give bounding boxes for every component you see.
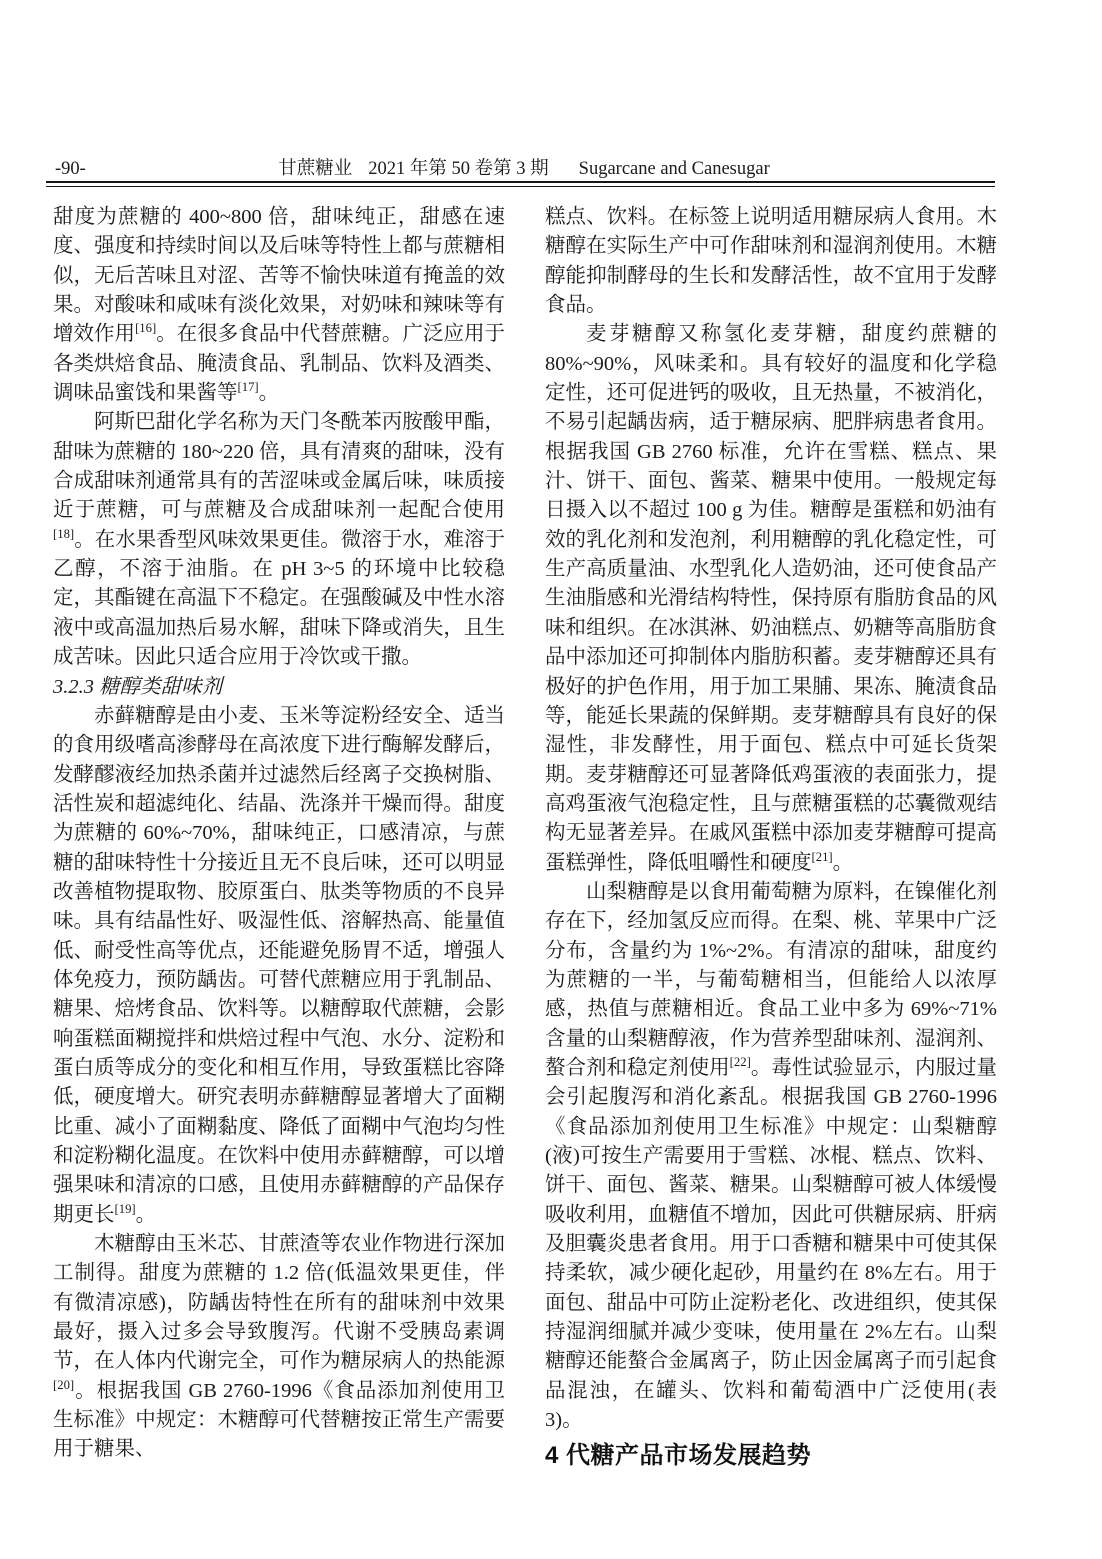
header-double-rule [46, 181, 995, 187]
para-xylitol: 木糖醇由玉米芯、甘蔗渣等农业作物进行深加工制得。甜度为蔗糖的 1.2 倍(低温效果更佳，伴有微清凉感)，防龋齿特性在所有的甜味剂中效果最好，摄入过多会导致腹泻。代谢不受胰岛素调节，在人体内代谢完全，可作为糖尿病人的热能源[20]。根据我国 GB 2760-1996《食品添加剂使用卫生标准》中规定：木糖醇可代替糖按正常生产需要用于糖果、 [53, 1233, 505, 1461]
para-aspartame: 阿斯巴甜化学名称为天门冬酰苯丙胺酸甲酯，甜味为蔗糖的 180~220 倍，具有清爽的甜味，没有合成甜味剂通常具有的苦涩味或金属后味，味质接近于蔗糖，可与蔗糖及合成甜味剂一起配合使用[18]。在水果香型风味效果更佳。微溶于水，难溶于乙醇，不溶于油脂。在 pH 3~5 的环境中比较稳定，其酯键在高温下不稳定。在强酸碱及中性水溶液中或高温加热后易水解，甜味下降或消失，且生成苦味。因此只适合应用于冷饮或干撒。 [53, 411, 505, 669]
reference-marker: [16] [135, 321, 157, 336]
left-column [53, 203, 505, 1471]
reference-marker: [20] [53, 1377, 75, 1392]
para-sweetness-properties-continued: 甜度为蔗糖的 400~800 倍，甜味纯正，甜感在速度、强度和持续时间以及后味等特性上都与蔗糖相似，无后苦味且对涩、苦等不愉快味道有掩盖的效果。对酸味和咸味有淡化效果，对奶味和辣味等有增效作用[16]。在很多食品中代替蔗糖。广泛应用于各类烘焙食品、腌渍食品、乳制品、饮料及酒类、调味品蜜饯和果酱等[17]。 [53, 206, 505, 405]
text-columns [53, 203, 997, 1471]
reference-marker: [21] [811, 849, 833, 864]
reference-marker: [19] [114, 1201, 136, 1216]
para-sorbitol: 山梨糖醇是以食用葡萄糖为原料，在镍催化剂存在下，经加氢反应而得。在梨、桃、苹果中广泛分布，含量约为 1%~2%。有清凉的甜味，甜度约为蔗糖的一半，与葡萄糖相当，但能给人以浓厚感，热值与蔗糖相近。食品工业中多为 69%~71%含量的山梨糖醇液，作为营养型甜味剂、湿润剂、螯合剂和稳定剂使用[22]。毒性试验显示，内服过量会引起腹泻和消化紊乱。根据我国 GB 2760-1996《食品添加剂使用卫生标准》中规定：山梨糖醇(液)可按生产需要用于雪糕、冰棍、糕点、饮料、饼干、面包、酱菜、糖果。山梨糖醇可被人体缓慢吸收利用，血糖值不增加，因此可供糖尿病、肝病及胆囊炎患者食用。用于口香糖和糖果中可使其保持柔软，减少硬化起砂，用量约在 8%左右。用于面包、甜品中可防止淀粉老化、改进组织，使其保持湿润细腻并减少变味，使用量在 2%左右。山梨糖醇还能螯合金属离子，防止因金属离子而引起食品混浊，在罐头、饮料和葡萄酒中广泛使用(表 3)。 [545, 880, 997, 1432]
section-heading-sugar-alcohol-sweeteners: 3.2.3 糖醇类甜味剂 [53, 675, 223, 698]
reference-marker: [17] [237, 380, 259, 395]
para-erythritol: 赤藓糖醇是由小麦、玉米等淀粉经安全、适当的食用级嗜高渗酵母在高浓度下进行酶解发酵后，发酵醪液经加热杀菌并过滤然后经离子交换树脂、活性炭和超滤纯化、结晶、洗涤并干燥而得。甜度为蔗糖的 60%~70%，甜味纯正，口感清凉，与蔗糖的甜味特性十分接近且无不良后味，还可以明显改善植物提取物、胶原蛋白、肽类等物质的不良异味。具有结晶性好、吸湿性低、溶解热高、能量值低、耐受性高等优点，还能避免肠胃不适，增强人体免疫力，预防龋齿。可替代蔗糖应用于乳制品、糖果、焙烤食品、饮料等。以糖醇取代蔗糖，会影响蛋糕面糊搅拌和烘焙过程中气泡、水分、淀粉和蛋白质等成分的变化和相互作用，导致蛋糕比容降低，硬度增大。研究表明赤藓糖醇显著增大了面糊比重、减小了面糊黏度、降低了面糊中气泡均匀性和淀粉糊化温度。在饮料中使用赤藓糖醇，可以增强果味和清凉的口感，且使用赤藓糖醇的产品保存期更长[19]。 [53, 704, 505, 1226]
journal-title-en: Sugarcane and Canesugar [578, 159, 770, 179]
right-column [545, 203, 997, 1471]
reference-marker: [22] [729, 1055, 751, 1070]
section-heading-market-trends: 4 代糖产品市场发展趋势 [545, 1442, 812, 1470]
running-header-title [53, 157, 995, 181]
reference-marker: [18] [53, 526, 75, 541]
page-number: -90- [55, 159, 86, 179]
journal-issue-info: 2021 年第 50 卷第 3 期 [368, 159, 549, 179]
running-header [53, 157, 995, 181]
para-maltitol: 麦芽糖醇又称氢化麦芽糖，甜度约蔗糖的 80%~90%，风味柔和。具有较好的温度和化学稳定性，还可促进钙的吸收，且无热量，不被消化，不易引起龋齿病，适于糖尿病、肥胖病患者食用。根据我国 GB 2760 标准，允许在雪糕、糕点、果汁、饼干、面包、酱菜、糖果中使用。一般规定每日摄入以不超过 100 g 为佳。糖醇是蛋糕和奶油有效的乳化剂和发泡剂，利用糖醇的乳化稳定性，可生产高质量油、水型乳化人造奶油，还可使食品产生油脂感和光滑结构特性，保持原有脂肪食品的风味和组织。在冰淇淋、奶油糕点、奶糖等高脂肪食品中添加还可抑制体内脂肪积蓄。麦芽糖醇还具有极好的护色作用，用于加工果脯、果冻、腌渍食品等，能延长果蔬的保鲜期。麦芽糖醇具有良好的保湿性，非发酵性，用于面包、糕点中可延长货架期。麦芽糖醇还可显著降低鸡蛋液的表面张力，提高鸡蛋液气泡稳定性，且与蔗糖蛋糕的芯囊微观结构无显著差异。在戚风蛋糕中添加麦芽糖醇可提高蛋糕弹性，降低咀嚼性和硬度[21]。 [545, 323, 997, 874]
para-xylitol-continued: 糕点、饮料。在标签上说明适用糖尿病人食用。木糖醇在实际生产中可作甜味剂和湿润剂使用。木糖醇能抑制酵母的生长和发酵活性，故不宜用于发酵食品。 [545, 206, 997, 317]
journal-title-cn: 甘蔗糖业 [278, 159, 353, 179]
